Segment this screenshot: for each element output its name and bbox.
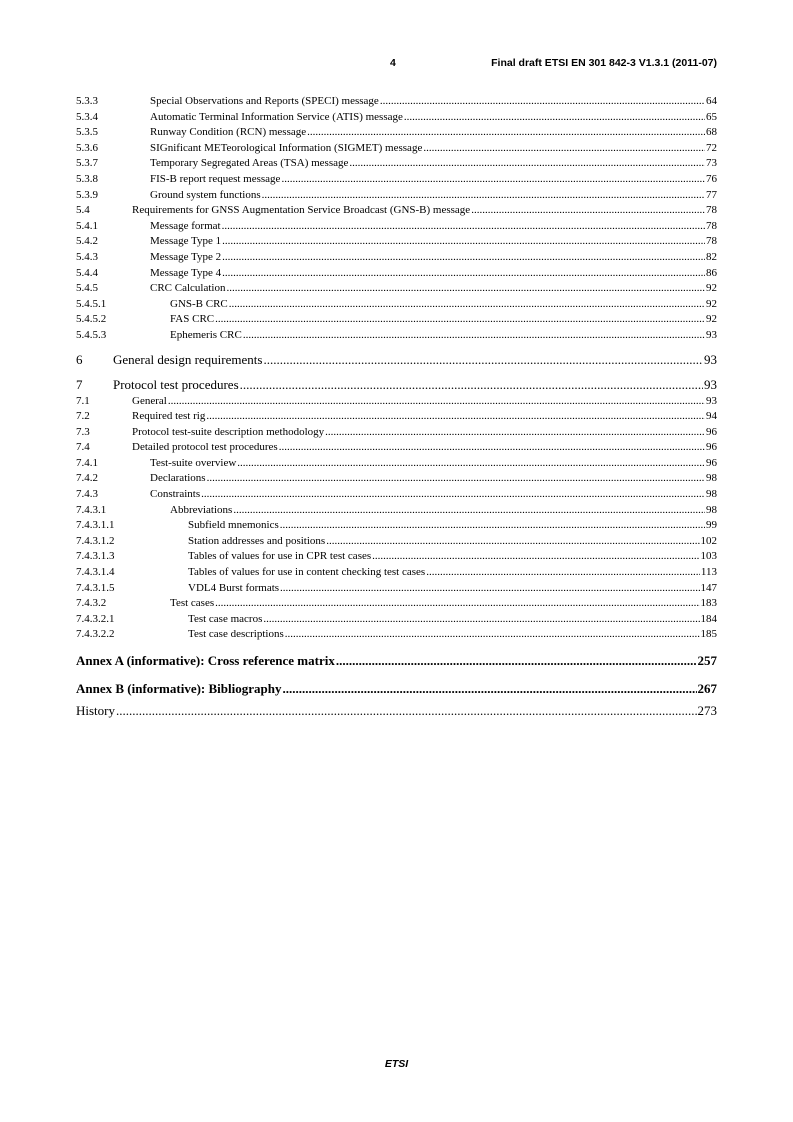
toc-entry-page: 78: [706, 219, 717, 232]
toc-entry[interactable]: [76, 219, 717, 235]
toc-leader-dots: [349, 156, 705, 172]
toc-leader-dots: [215, 312, 705, 328]
toc-entry-title: Protocol test-suite description methodology: [132, 425, 325, 438]
toc-entry-title: CRC Calculation: [150, 282, 226, 295]
toc-entry-title: Message Type 2: [150, 250, 222, 263]
toc-entry-title: Automatic Terminal Information Service (ATIS) message: [150, 110, 403, 123]
toc-entry-title: Message format: [150, 219, 221, 232]
toc-entry-number: 5.4.5.2: [76, 313, 107, 326]
toc-entry[interactable]: [76, 297, 717, 313]
toc-entry-page: 98: [706, 503, 717, 516]
toc-entry-number: 7.4: [76, 441, 90, 454]
toc-leader-dots: [168, 394, 705, 410]
toc-entry-page: 185: [700, 628, 717, 641]
toc-entry-page: 82: [706, 250, 717, 263]
toc-leader-dots: [222, 250, 705, 266]
toc-entry-number: 7.4.3.1.4: [76, 566, 115, 579]
toc-leader-dots: [201, 487, 705, 503]
toc-entry-number: 5.4.5.1: [76, 297, 107, 310]
toc-leader-dots: [207, 471, 705, 487]
page-header: [0, 57, 793, 73]
toc-entry-page: 99: [706, 519, 717, 532]
toc-entry-number: 7.4.3: [76, 488, 98, 501]
toc-entry-title: Annex A (informative): Cross reference matrix: [76, 653, 335, 668]
toc-entry-title: FIS-B report request message: [150, 172, 281, 185]
toc-entry[interactable]: [76, 596, 717, 612]
toc-entry[interactable]: [76, 350, 717, 369]
toc-leader-dots: [222, 219, 705, 235]
toc-entry-page: 96: [706, 456, 717, 469]
toc-entry-page: 72: [706, 141, 717, 154]
toc-leader-dots: [215, 596, 699, 612]
toc-entry-title: Protocol test procedures: [113, 376, 239, 392]
toc-entry-title: Test case macros: [188, 612, 263, 625]
toc-entry-number: 5.3.7: [76, 157, 98, 170]
toc-entry[interactable]: [76, 701, 717, 720]
toc-entry-title: GNS-B CRC: [170, 297, 228, 310]
toc-leader-dots: [233, 503, 705, 519]
toc-entry[interactable]: [76, 312, 717, 328]
toc-entry[interactable]: [76, 328, 717, 344]
toc-entry-number: 7.3: [76, 425, 90, 438]
toc-entry-number: 6: [76, 351, 83, 367]
toc-entry-title: Constraints: [150, 488, 201, 501]
toc-entry-number: 5.4.1: [76, 219, 98, 232]
toc-entry-title: Test-suite overview: [150, 456, 237, 469]
toc-leader-dots: [222, 234, 705, 250]
toc-entry-title: Requirements for GNSS Augmentation Service Broadcast (GNS-B) message: [132, 204, 471, 217]
toc-entry-number: 5.3.3: [76, 95, 98, 107]
toc-entry-page: 96: [706, 441, 717, 454]
toc-entry-title: Detailed protocol test procedures: [132, 441, 278, 454]
toc-leader-dots: [243, 328, 705, 344]
toc-leader-dots: [282, 679, 696, 699]
toc-entry-title: Temporary Segregated Areas (TSA) message: [150, 157, 349, 170]
toc-leader-dots: [237, 456, 705, 472]
toc-entry-number: 7.4.3.1.5: [76, 581, 115, 594]
toc-entry[interactable]: [76, 188, 717, 204]
toc-entry-number: 5.3.4: [76, 110, 98, 123]
toc-leader-dots: [116, 701, 697, 720]
toc-entry[interactable]: [76, 518, 717, 534]
toc-entry-number: 5.4.5: [76, 282, 98, 295]
toc-entry-page: 147: [700, 581, 717, 594]
toc-entry[interactable]: [76, 281, 717, 297]
toc-entry[interactable]: [76, 266, 717, 282]
toc-entry-number: 5.4.5.3: [76, 328, 107, 341]
toc-entry-title: Message Type 4: [150, 266, 222, 279]
toc-entry-title: SIGnificant METeorological Information (SIGMET) message: [150, 141, 423, 154]
toc-leader-dots: [279, 440, 705, 456]
toc-entry-page: 76: [706, 172, 717, 185]
toc-entry-title: Annex B (informative): Bibliography: [76, 681, 282, 696]
toc-entry[interactable]: [76, 651, 717, 671]
toc-leader-dots: [307, 125, 705, 141]
toc-entry-number: 7.4.3.2: [76, 597, 107, 610]
toc-entry[interactable]: [76, 110, 717, 126]
toc-entry[interactable]: [76, 581, 717, 597]
toc-entry-page: 65: [706, 110, 717, 123]
toc-entry[interactable]: [76, 375, 717, 394]
toc-entry-page: 184: [700, 612, 717, 625]
toc-entry-title: History: [76, 703, 115, 718]
toc-entry[interactable]: [76, 141, 717, 157]
toc-entry[interactable]: [76, 203, 717, 219]
toc-entry[interactable]: [76, 125, 717, 141]
toc-entry-number: 7.4.3.1.1: [76, 519, 115, 532]
toc-entry-page: 92: [706, 297, 717, 310]
toc-leader-dots: [222, 266, 705, 282]
page-footer: ETSI: [384, 1058, 409, 1070]
toc-leader-dots: [240, 375, 703, 394]
toc-leader-dots: [263, 612, 699, 628]
toc-entry-number: 7.4.3.2.2: [76, 628, 115, 641]
toc-entry[interactable]: [76, 425, 717, 441]
toc-entry-title: Declarations: [150, 472, 206, 485]
toc-leader-dots: [423, 141, 705, 157]
toc-entry-title: Ground system functions: [150, 188, 261, 201]
toc-entry-title: Tables of values for use in CPR test cases: [188, 550, 372, 563]
toc-entry[interactable]: [76, 394, 717, 410]
toc-entry-number: 7.4.3.2.1: [76, 612, 115, 625]
toc-leader-dots: [262, 188, 705, 204]
toc-leader-dots: [280, 581, 699, 597]
toc-leader-dots: [226, 281, 705, 297]
toc-entry-page: 96: [706, 425, 717, 438]
toc-entry-number: 5.3.8: [76, 172, 98, 185]
toc-entry-title: Runway Condition (RCN) message: [150, 126, 307, 139]
toc-leader-dots: [263, 350, 703, 369]
table-of-contents: [76, 94, 717, 720]
toc-entry-page: 86: [706, 266, 717, 279]
toc-leader-dots: [285, 627, 700, 643]
toc-entry-page: 68: [706, 126, 717, 139]
toc-entry-number: 5.4.2: [76, 235, 98, 248]
toc-leader-dots: [471, 203, 705, 219]
toc-entry-page: 73: [706, 157, 717, 170]
toc-leader-dots: [380, 94, 705, 110]
toc-entry[interactable]: [76, 156, 717, 172]
toc-entry[interactable]: [76, 250, 717, 266]
toc-entry-page: 94: [706, 410, 717, 423]
toc-entry-title: Message Type 1: [150, 235, 222, 248]
toc-entry-page: 98: [706, 488, 717, 501]
toc-entry-page: 64: [706, 95, 717, 107]
toc-entry-number: 7.1: [76, 394, 90, 407]
toc-entry-number: 7.4.3.1: [76, 503, 107, 516]
toc-entry-title: Station addresses and positions: [188, 534, 326, 547]
toc-entry[interactable]: [76, 471, 717, 487]
toc-entry-number: 5.3.6: [76, 141, 98, 154]
toc-entry-number: 7.4.2: [76, 472, 98, 485]
toc-entry-page: 93: [706, 394, 717, 407]
toc-entry-page: 102: [700, 534, 717, 547]
toc-entry[interactable]: [76, 549, 717, 565]
toc-entry-page: 78: [706, 235, 717, 248]
toc-entry-title: Abbreviations: [170, 503, 233, 516]
toc-entry-title: Tables of values for use in content checking test cases: [188, 566, 426, 579]
toc-entry[interactable]: [76, 627, 717, 643]
toc-entry-number: 5.3.9: [76, 188, 98, 201]
toc-entry-page: 78: [706, 204, 717, 217]
toc-entry-number: 5.4.3: [76, 250, 98, 263]
toc-entry-title: Ephemeris CRC: [170, 328, 242, 341]
toc-entry-page: 92: [706, 282, 717, 295]
toc-entry-page: 98: [706, 472, 717, 485]
toc-leader-dots: [206, 409, 705, 425]
toc-leader-dots: [336, 651, 697, 671]
toc-entry-page: 92: [706, 313, 717, 326]
toc-entry-page: 103: [700, 550, 717, 563]
toc-entry-title: Special Observations and Reports (SPECI) message: [150, 95, 379, 107]
toc-entry-page: 183: [700, 597, 717, 610]
toc-entry[interactable]: [76, 565, 717, 581]
toc-entry-title: VDL4 Burst formats: [188, 581, 280, 594]
toc-entry[interactable]: [76, 612, 717, 628]
toc-entry[interactable]: [76, 534, 717, 550]
toc-entry-number: 7: [76, 376, 83, 392]
toc-entry[interactable]: [76, 409, 717, 425]
toc-entry[interactable]: [76, 234, 717, 250]
toc-entry[interactable]: [76, 172, 717, 188]
toc-entry-title: General: [132, 394, 167, 407]
page-number: 4: [390, 57, 396, 69]
toc-entry-page: 257: [697, 653, 717, 668]
toc-entry-title: Required test rig: [132, 410, 206, 423]
toc-entry-number: 7.4.1: [76, 456, 98, 469]
toc-leader-dots: [404, 110, 705, 126]
toc-leader-dots: [281, 172, 705, 188]
toc-leader-dots: [326, 534, 699, 550]
toc-entry-page: 113: [700, 566, 717, 579]
toc-entry-number: 7.4.3.1.3: [76, 550, 115, 563]
toc-entry[interactable]: [76, 679, 717, 699]
toc-entry-number: 5.4.4: [76, 266, 98, 279]
toc-entry-page: 93: [706, 328, 717, 341]
toc-entry-number: 5.3.5: [76, 126, 98, 139]
toc-entry[interactable]: [76, 503, 717, 519]
toc-leader-dots: [280, 518, 705, 534]
toc-entry-number: 7.2: [76, 410, 90, 423]
toc-entry-title: FAS CRC: [170, 313, 215, 326]
toc-entry[interactable]: [76, 440, 717, 456]
document-title: Final draft ETSI EN 301 842-3 V1.3.1 (2011-07): [491, 57, 717, 69]
toc-entry[interactable]: [76, 487, 717, 503]
toc-entry-number: 5.4: [76, 204, 90, 217]
toc-entry-title: Subfield mnemonics: [188, 519, 279, 532]
toc-entry-title: General design requirements: [113, 351, 263, 367]
toc-leader-dots: [325, 425, 705, 441]
toc-entry-title: Test cases: [170, 597, 215, 610]
toc-entry-number: 7.4.3.1.2: [76, 534, 115, 547]
toc-entry[interactable]: [76, 94, 717, 110]
toc-leader-dots: [426, 565, 700, 581]
toc-entry-page: 267: [697, 681, 717, 696]
toc-entry-page: 93: [704, 351, 717, 367]
toc-entry-page: 93: [704, 376, 717, 392]
toc-entry-page: 273: [697, 703, 717, 718]
toc-leader-dots: [372, 549, 699, 565]
toc-leader-dots: [229, 297, 705, 313]
toc-entry-page: 77: [706, 188, 717, 201]
toc-entry[interactable]: [76, 456, 717, 472]
toc-entry-title: Test case descriptions: [188, 628, 284, 641]
